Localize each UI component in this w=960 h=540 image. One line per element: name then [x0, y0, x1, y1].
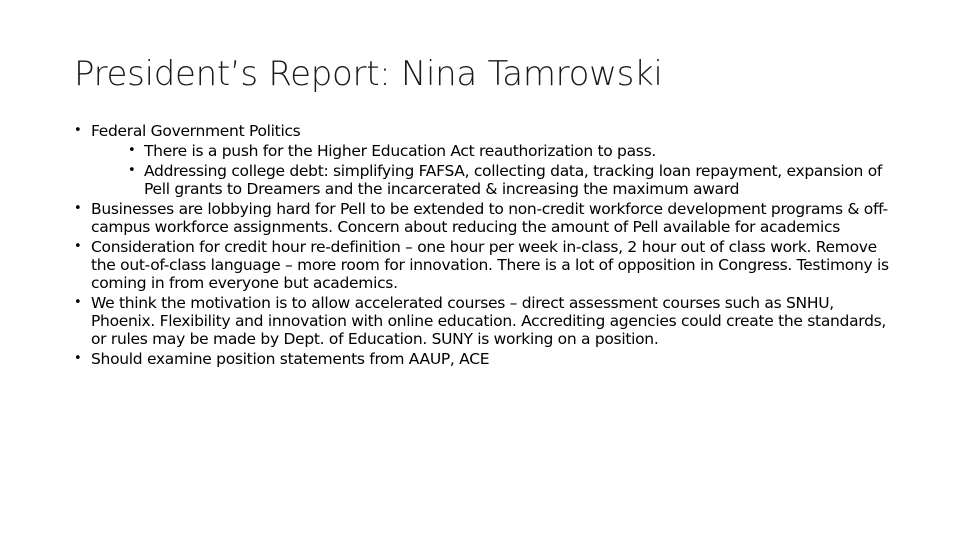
bullet-list	[74, 122, 890, 368]
bullet-icon: •	[74, 123, 82, 138]
bullet-icon: •	[74, 351, 82, 366]
bullet-icon: •	[74, 239, 82, 254]
bullet-icon: •	[128, 143, 136, 158]
bullet-text: Should examine position statements from AAUP, ACE	[91, 350, 490, 368]
slide-content	[74, 122, 890, 370]
sub-bullet-text: Addressing college debt: simplifying FAFSA, collecting data, tracking loan repayment, expansion of Pell grants to Dreamers and the incarcerated & increasing the maximum award	[144, 162, 883, 198]
bullet-text: Federal Government Politics	[91, 122, 301, 140]
sub-bullet-list	[91, 142, 890, 198]
bullet-item-credit-hour	[74, 238, 890, 292]
sub-bullet-item-hea	[91, 142, 890, 160]
slide-title: President’s Report: Nina Tamrowski	[74, 54, 663, 94]
bullet-item-position-statements	[74, 350, 890, 368]
bullet-icon: •	[74, 201, 82, 216]
bullet-text: Consideration for credit hour re-definition – one hour per week in-class, 2 hour out of class work. Remove the out-of-class language – more room for innovation. There is a lot of opposition in Congress. Testimony is coming in from everyone but academics.	[91, 238, 889, 292]
bullet-icon: •	[128, 163, 136, 178]
bullet-item-federal-politics	[74, 122, 890, 198]
sub-bullet-text: There is a push for the Higher Education Act reauthorization to pass.	[144, 142, 656, 160]
bullet-text: We think the motivation is to allow accelerated courses – direct assessment courses such as SNHU, Phoenix. Flexibility and innovation with online education. Accrediting agencies could create the standards, or rules may be made by Dept. of Education. SUNY is working on a position.	[91, 294, 887, 348]
bullet-item-businesses-lobbying	[74, 200, 890, 236]
bullet-icon: •	[74, 295, 82, 310]
bullet-text: Businesses are lobbying hard for Pell to be extended to non-credit workforce development programs & off-campus workforce assignments. Concern about reducing the amount of Pell available for academics	[91, 200, 888, 236]
bullet-item-accelerated-courses	[74, 294, 890, 348]
sub-bullet-item-college-debt	[91, 162, 890, 198]
